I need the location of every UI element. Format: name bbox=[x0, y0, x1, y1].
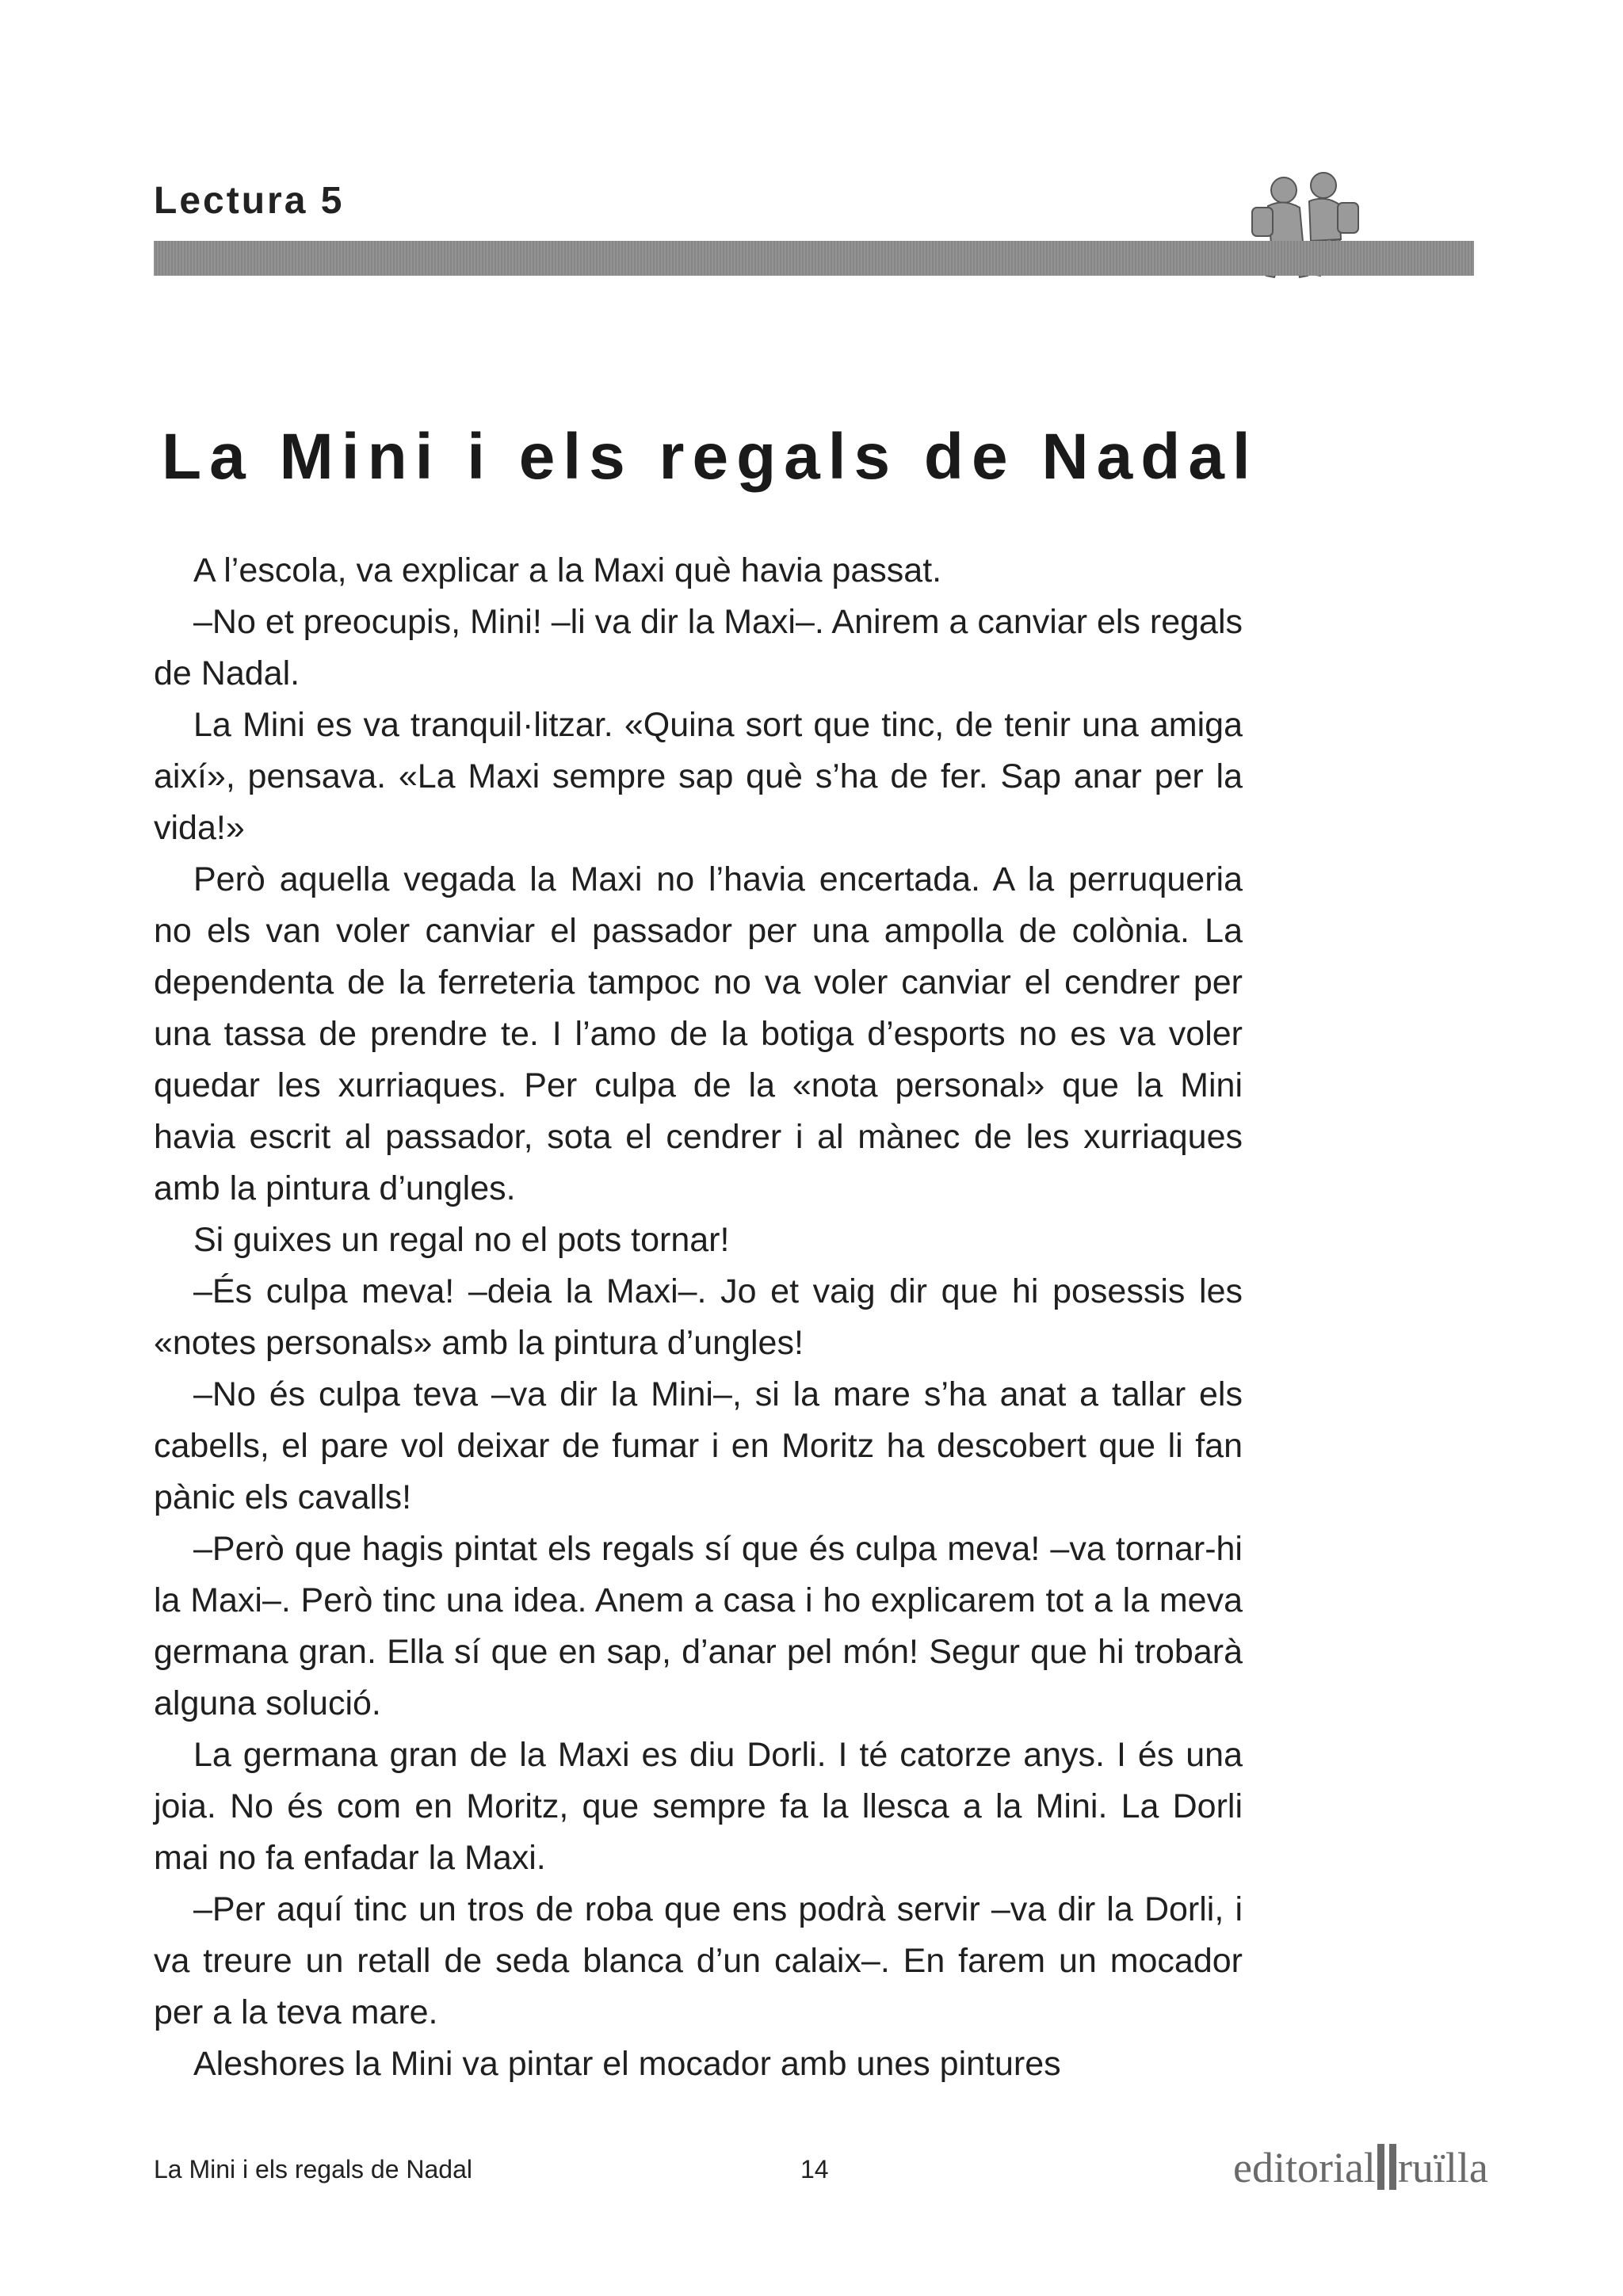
paragraph: Però aquella vegada la Maxi no l’havia encertada. A la perruqueria no els van voler canviar el passador per una ampolla de colònia. La dependenta de la ferreteria tampoc no va voler canviar el cendrer per una tassa de prendre te. I l’amo de la botiga d’esports no es va voler quedar les xurriaques. Per culpa de la «nota personal» que la Mini havia escrit al passador, sota el cendrer i al mànec de les xurriaques amb la pintura d’ungles. bbox=[154, 860, 1243, 1207]
paragraph: Si guixes un regal no el pots tornar! bbox=[193, 1221, 730, 1259]
page-number: 14 bbox=[800, 2155, 829, 2183]
publisher-logo-left: editorial bbox=[1233, 2144, 1376, 2191]
paragraph: –No et preocupis, Mini! –li va dir la Maxi–. Anirem a canviar els regals de Nadal. bbox=[154, 603, 1243, 692]
publisher-logo-right: ruïlla bbox=[1397, 2144, 1488, 2191]
paragraph: –És culpa meva! –deia la Maxi–. Jo et vaig dir que hi posessis les «notes personals» amb la pintura d’ungles! bbox=[154, 1272, 1243, 1362]
paragraph: La Mini es va tranquil·litzar. «Quina sort que tinc, de tenir una amiga així», pensava. «La Maxi sempre sap què s’ha de fer. Sap anar per la vida!» bbox=[154, 706, 1243, 847]
section-label: Lectura 5 bbox=[154, 180, 345, 222]
paragraph: –Per aquí tinc un tros de roba que ens podrà servir –va dir la Dorli, i va treure un retall de seda blanca d’un calaix–. En farem un mocador per a la teva mare. bbox=[154, 1890, 1243, 2031]
publisher-logo-mark-icon bbox=[1377, 2144, 1396, 2190]
publisher-logo bbox=[1233, 2142, 1488, 2193]
paragraph: A l’escola, va explicar a la Maxi què havia passat. bbox=[193, 551, 942, 589]
paragraph: –No és culpa teva –va dir la Mini–, si la mare s’ha anat a tallar els cabells, el pare vol deixar de fumar i en Moritz ha descobert que li fan pànic els cavalls! bbox=[154, 1375, 1243, 1516]
publisher-logo-text bbox=[1233, 2142, 1488, 2193]
footer-book-title: La Mini i els regals de Nadal bbox=[154, 2155, 472, 2183]
header-bar bbox=[154, 241, 1474, 276]
page-title: La Mini i els regals de Nadal bbox=[162, 421, 1258, 493]
paragraph: Aleshores la Mini va pintar el mocador amb unes pintures bbox=[193, 2045, 1061, 2083]
paragraph: La germana gran de la Maxi es diu Dorli. I té catorze anys. I és una joia. No és com en Moritz, que sempre fa la llesca a la Mini. La Dorli mai no fa enfadar la Maxi. bbox=[154, 1736, 1243, 1877]
body-text bbox=[154, 545, 1243, 2090]
paragraph: –Però que hagis pintat els regals sí que és culpa meva! –va tornar-hi la Maxi–. Però tinc una idea. Anem a casa i ho explicarem tot a la meva germana gran. Ella sí que en sap, d’anar pel món! Segur que hi trobarà alguna solució. bbox=[154, 1530, 1243, 1722]
